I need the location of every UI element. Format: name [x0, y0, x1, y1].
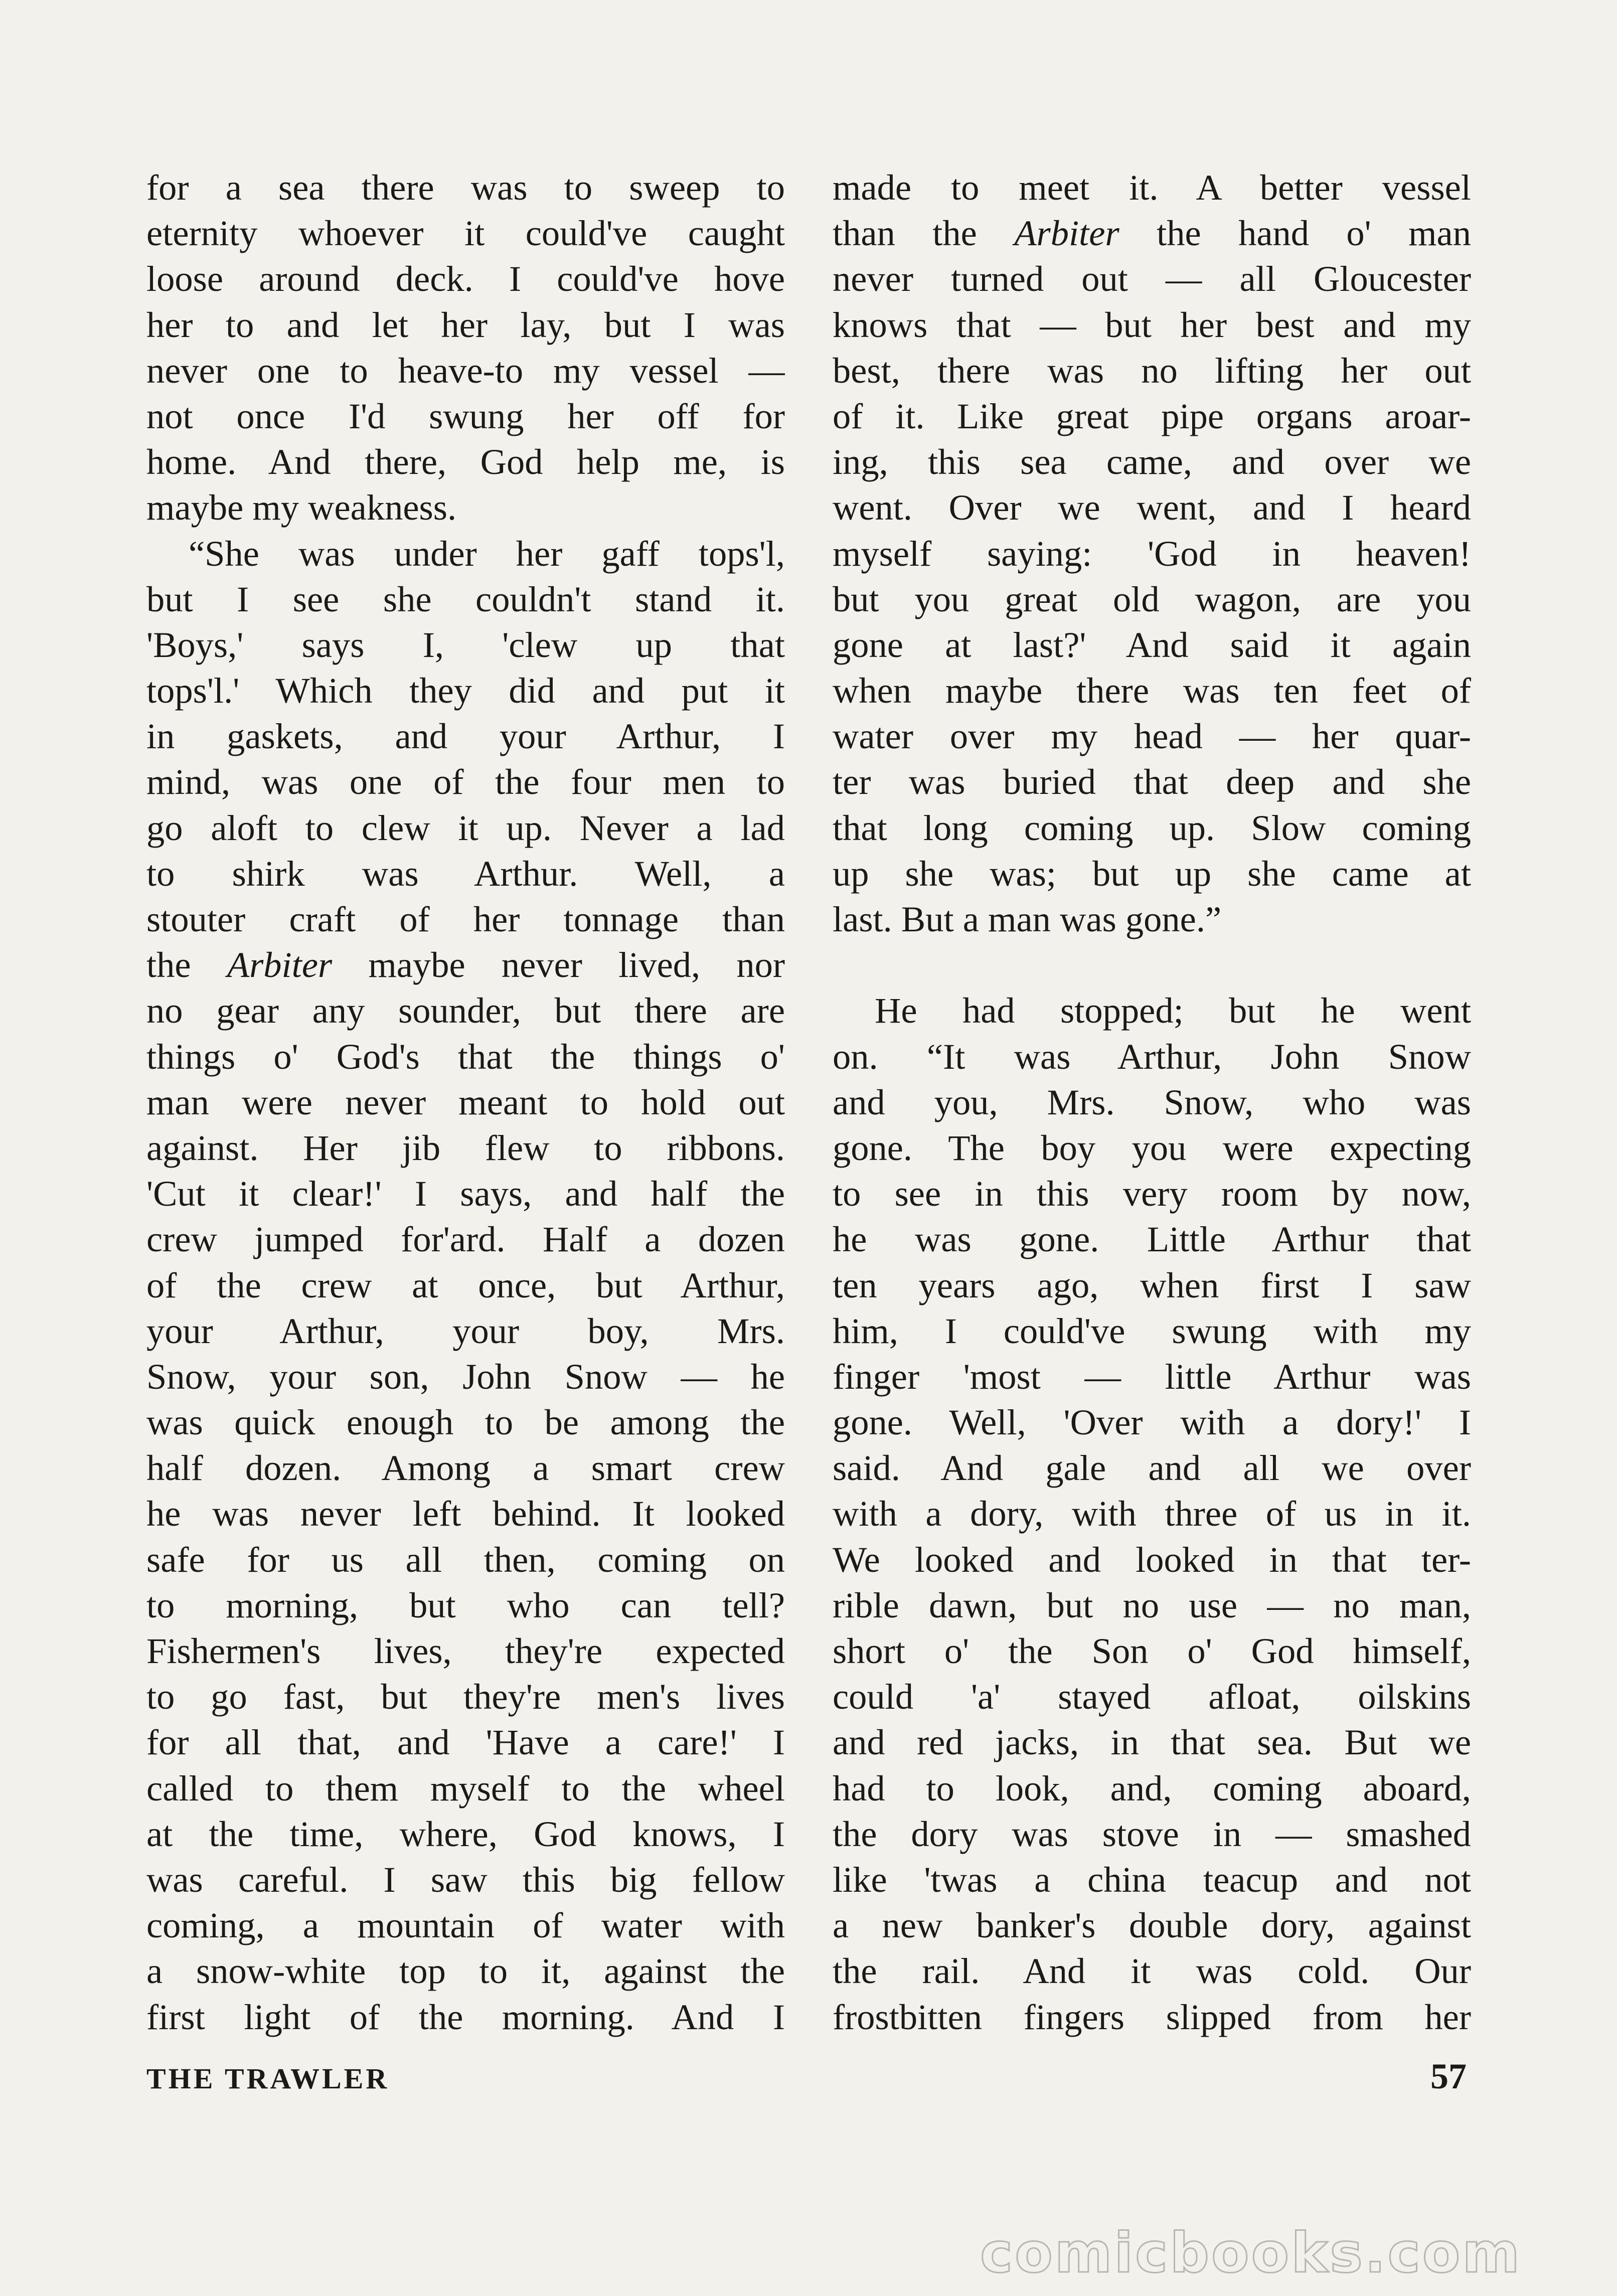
text-line: best, there was no lifting her out — [833, 350, 1471, 391]
text-line: on. “It was Arthur, John Snow — [833, 1036, 1471, 1077]
text-line: We looked and looked in that ter- — [833, 1539, 1471, 1580]
text-line: ter was buried that deep and she — [833, 761, 1471, 802]
text-line: with a dory, with three of us in it. — [833, 1493, 1471, 1534]
text-line: gone. Well, 'Over with a dory!' I — [833, 1402, 1471, 1443]
text-line: went. Over we went, and I heard — [833, 487, 1471, 528]
text-line: of the crew at once, but Arthur, — [146, 1264, 785, 1305]
text-line: the dory was stove in — smashed — [833, 1813, 1471, 1854]
text-line: to shirk was Arthur. Well, a — [146, 853, 785, 894]
text-line: a new banker's double dory, against — [833, 1905, 1471, 1946]
text-line: made to meet it. A better vessel — [833, 167, 1471, 208]
right-column — [833, 165, 1471, 2040]
text-line: called to them myself to the wheel — [146, 1767, 785, 1809]
text-line: but you great old wagon, are you — [833, 578, 1471, 619]
text-line: your Arthur, your boy, Mrs. — [146, 1310, 785, 1351]
text-line: never one to heave-to my vessel — — [146, 350, 785, 391]
text-line: man were never meant to hold out — [146, 1081, 785, 1122]
text-line: mind, was one of the four men to — [146, 761, 785, 802]
watermark-logo: comicbooks.com — [980, 2221, 1522, 2285]
text-line: knows that — but her best and my — [833, 304, 1471, 345]
text-line: Fishermen's lives, they're expected — [146, 1630, 785, 1671]
text-line: short o' the Son o' God himself, — [833, 1630, 1471, 1671]
text-line: had to look, and, coming aboard, — [833, 1767, 1471, 1809]
text-segment: than the — [833, 213, 1015, 254]
text-line: finger 'most — little Arthur was — [833, 1356, 1471, 1397]
page-number: 57 — [1430, 2056, 1467, 2096]
text-line: 'Boys,' says I, 'clew up that — [146, 624, 785, 665]
text-line: gone at last?' And said it again — [833, 624, 1471, 665]
text-line: ing, this sea came, and over we — [833, 441, 1471, 482]
text-line: he was gone. Little Arthur that — [833, 1219, 1471, 1260]
text-line: first light of the morning. And I — [146, 1996, 785, 2037]
text-line: to go fast, but they're men's lives — [146, 1676, 785, 1717]
text-line: and red jacks, in that sea. But we — [833, 1722, 1471, 1763]
text-line — [833, 210, 1471, 256]
text-line: up she was; but up she came at — [833, 853, 1471, 894]
text-line: frostbitten fingers slipped from her — [833, 1996, 1471, 2037]
text-line: stouter craft of her tonnage than — [146, 899, 785, 939]
italic-ship-name: Arbiter — [1014, 213, 1119, 254]
text-line — [146, 942, 785, 988]
text-line: He had stopped; but he went — [875, 990, 1471, 1031]
text-line: gone. The boy you were expecting — [833, 1127, 1471, 1168]
text-line: coming, a mountain of water with — [146, 1905, 785, 1946]
italic-ship-name: Arbiter — [227, 944, 333, 986]
running-footer-title: THE TRAWLER — [146, 2062, 390, 2095]
text-line: never turned out — all Gloucester — [833, 258, 1471, 299]
text-line: crew jumped for'ard. Half a dozen — [146, 1219, 785, 1260]
text-line: things o' God's that the things o' — [146, 1036, 785, 1077]
text-line: ten years ago, when first I saw — [833, 1264, 1471, 1305]
text-line: that long coming up. Slow coming — [833, 807, 1471, 848]
text-line: said. And gale and all we over — [833, 1447, 1471, 1489]
text-line: was quick enough to be among the — [146, 1402, 785, 1443]
text-line: against. Her jib flew to ribbons. — [146, 1127, 785, 1168]
text-line: when maybe there was ten feet of — [833, 670, 1471, 711]
text-line: for all that, and 'Have a care!' I — [146, 1722, 785, 1763]
text-line: he was never left behind. It looked — [146, 1493, 785, 1534]
text-line: her to and let her lay, but I was — [146, 304, 785, 345]
text-line: home. And there, God help me, is — [146, 441, 785, 482]
text-line: last. But a man was gone.” — [833, 899, 1222, 939]
text-line: safe for us all then, coming on — [146, 1539, 785, 1580]
text-line: the rail. And it was cold. Our — [833, 1950, 1471, 1992]
text-line: maybe my weakness. — [146, 487, 457, 528]
text-line: water over my head — her quar- — [833, 716, 1471, 757]
text-line: go aloft to clew it up. Never a lad — [146, 807, 785, 848]
text-line: like 'twas a china teacup and not — [833, 1859, 1471, 1900]
text-line: half dozen. Among a smart crew — [146, 1447, 785, 1489]
text-line: 'Cut it clear!' I says, and half the — [146, 1173, 785, 1214]
paragraph-gap — [833, 942, 1471, 988]
text-line: loose around deck. I could've hove — [146, 258, 785, 299]
text-line: myself saying: 'God in heaven! — [833, 533, 1471, 574]
text-line: eternity whoever it could've caught — [146, 213, 785, 254]
left-column — [146, 165, 785, 2040]
text-segment: the hand o' man — [1119, 213, 1471, 254]
text-line: no gear any sounder, but there are — [146, 990, 785, 1031]
text-line: to morning, but who can tell? — [146, 1584, 785, 1625]
text-line: and you, Mrs. Snow, who was — [833, 1081, 1471, 1122]
text-line: but I see she couldn't stand it. — [146, 578, 785, 619]
text-line: for a sea there was to sweep to — [146, 167, 785, 208]
text-line: Snow, your son, John Snow — he — [146, 1356, 785, 1397]
text-line: was careful. I saw this big fellow — [146, 1859, 785, 1900]
text-line: “She was under her gaff tops'l, — [189, 533, 785, 574]
text-line: rible dawn, but no use — no man, — [833, 1584, 1471, 1625]
text-line: in gaskets, and your Arthur, I — [146, 716, 785, 757]
text-segment: the — [146, 944, 227, 986]
text-line: of it. Like great pipe organs aroar- — [833, 395, 1471, 436]
text-line: a snow-white top to it, against the — [146, 1950, 785, 1992]
text-line: not once I'd swung her off for — [146, 395, 785, 436]
text-line: him, I could've swung with my — [833, 1310, 1471, 1351]
text-line: tops'l.' Which they did and put it — [146, 670, 785, 711]
text-line: could 'a' stayed afloat, oilskins — [833, 1676, 1471, 1717]
text-segment: maybe never lived, nor — [332, 944, 785, 986]
text-line: to see in this very room by now, — [833, 1173, 1471, 1214]
text-line: at the time, where, God knows, I — [146, 1813, 785, 1854]
